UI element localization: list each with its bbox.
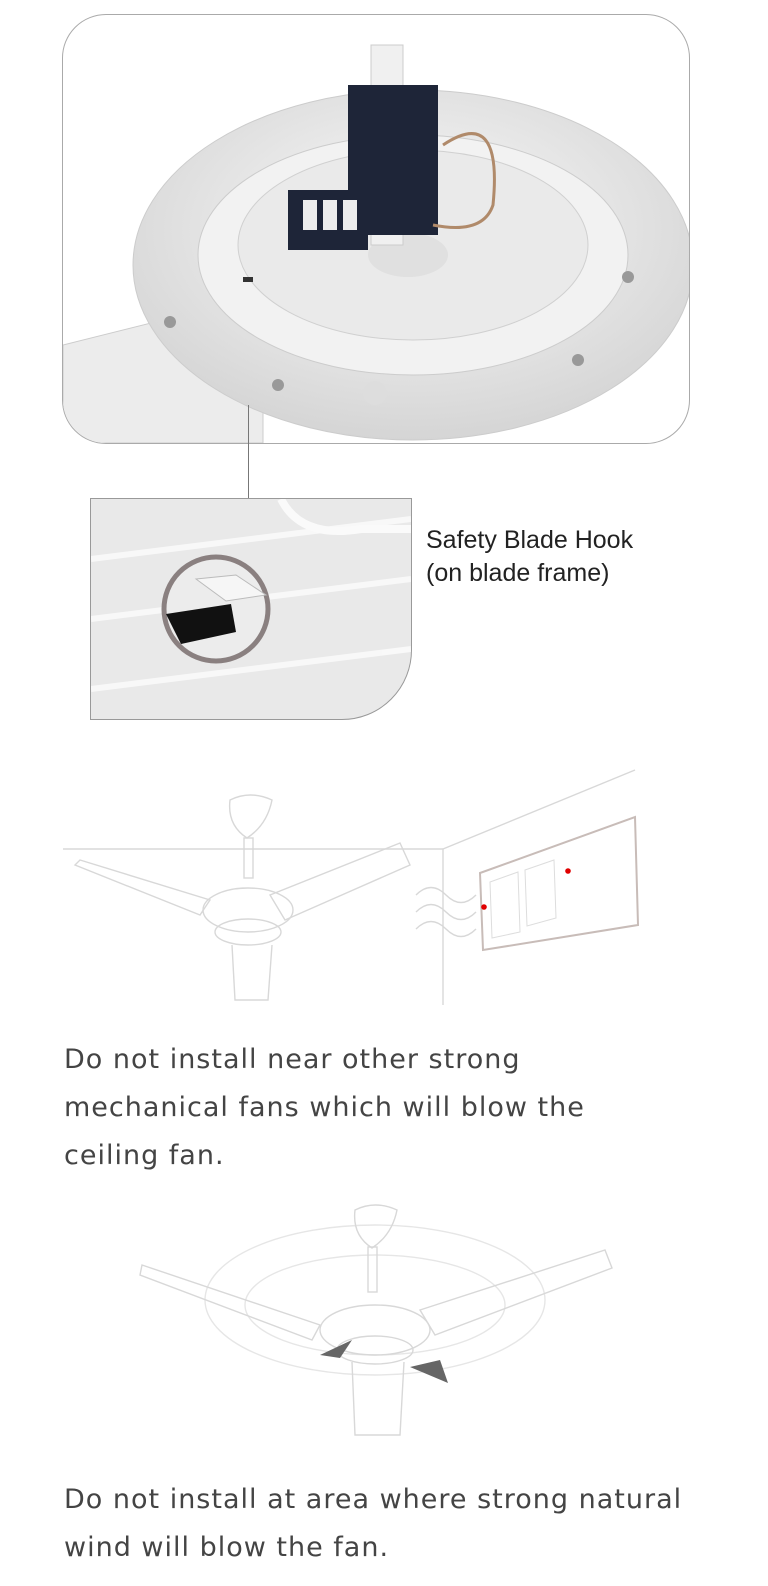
wind-arrow-icon: [410, 1360, 448, 1383]
safety-blade-hook-closeup: [90, 498, 412, 720]
fan-housing-photo: [62, 14, 690, 444]
fan-in-wind-illustration: [130, 1190, 630, 1440]
fan-near-exhaust-illustration: [60, 760, 660, 1010]
wind-arrow-icon: [320, 1340, 352, 1358]
safety-blade-hook-label: [426, 524, 633, 590]
callout-title: Safety Blade Hook: [426, 526, 634, 554]
exhaust-fan-icon: [480, 817, 638, 950]
warning-text-natural-wind: Do not install at area where strong natural wind will blow the fan.: [64, 1484, 683, 1563]
callout-subtitle: (on blade frame): [426, 559, 610, 587]
warning-text-mechanical-fans: Do not install near other strong mechanical fans which will blow the ceiling fan.: [64, 1044, 585, 1171]
